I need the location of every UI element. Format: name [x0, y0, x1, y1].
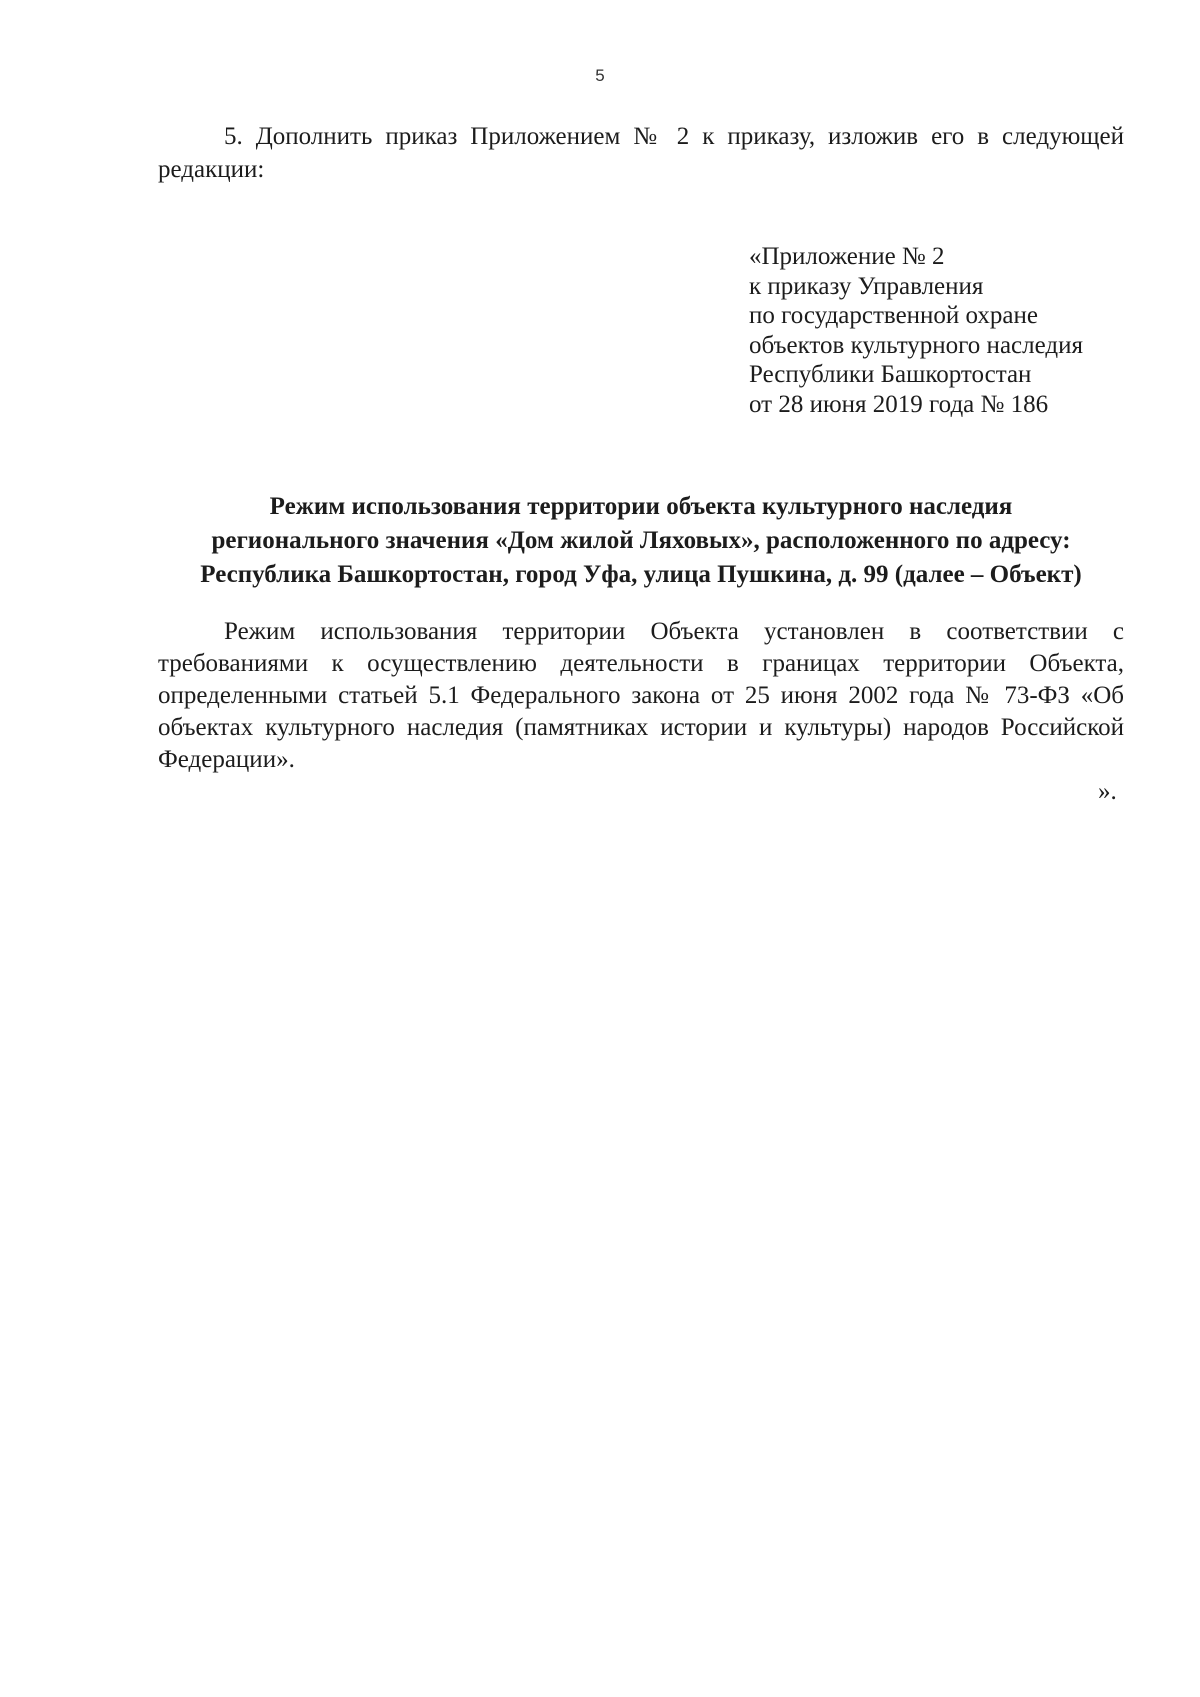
appendix-line: Республики Башкортостан	[749, 361, 1032, 388]
appendix-reference	[749, 242, 1169, 419]
page-number: 5	[595, 66, 605, 85]
body-paragraph: Режим использования территории Объекта установлен в соответствии с требованиями к осуществлению деятельности в границах территории Объекта, определенными статьей 5.1 Федерального закона от 25 июня 2002 года № 73-ФЗ «Об объектах культурного наследия (памятниках истории и культуры) народов Российской Федерации».	[158, 618, 1124, 773]
appendix-line: от 28 июня 2019 года № 186	[749, 390, 1049, 418]
title-line: Режим использования территории объекта культурного наследия	[269, 493, 1013, 520]
appendix-line: «Приложение № 2	[749, 243, 945, 270]
document-title	[158, 490, 1124, 592]
appendix-line: по государственной охране	[749, 302, 1039, 329]
title-line: Республика Башкортостан, город Уфа, улица Пушкина, д. 99 (далее – Объект)	[200, 561, 1082, 588]
title-line: регионального значения «Дом жилой Ляховых», расположенного по адресу:	[211, 527, 1071, 554]
closing-quote: ».	[1098, 778, 1117, 805]
appendix-line: объектов культурного наследия	[749, 331, 1083, 359]
intro-paragraph: 5. Дополнить приказ Приложением № 2 к приказу, изложив его в следующей редакции:	[158, 123, 1124, 183]
appendix-line: к приказу Управления	[749, 272, 984, 300]
